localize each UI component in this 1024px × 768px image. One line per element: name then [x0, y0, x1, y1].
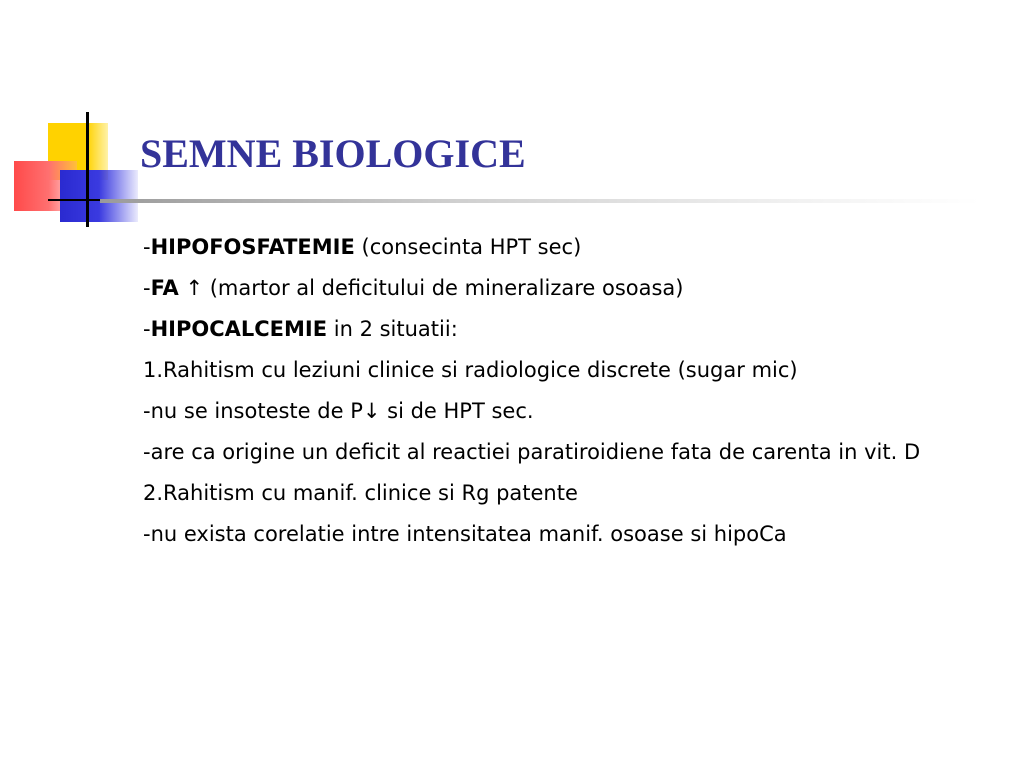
- bullet-text: in 2 situatii:: [327, 317, 458, 341]
- bullet-hipocalcemie: [143, 314, 1003, 344]
- bullet-prefix: -: [143, 276, 151, 300]
- bullet-fa: [143, 273, 1003, 303]
- bullet-prefix: -: [143, 317, 151, 341]
- vertical-line: [86, 112, 89, 227]
- slide-body: [143, 232, 1003, 560]
- decorative-logo: [0, 0, 200, 240]
- bullet-hipofosfatemie: [143, 232, 1003, 262]
- bullet-text: (consecinta HPT sec): [354, 235, 582, 259]
- bullet-term: HIPOFOSFATEMIE: [150, 235, 355, 259]
- bullet-text: ↑ (martor al deficitului de mineralizare osoasa): [178, 276, 684, 300]
- title-rule: [100, 199, 980, 203]
- text-line: -are ca origine un deficit al reactiei paratiroidiene fata de carenta in vit. D: [143, 440, 921, 464]
- text-line: 2.Rahitism cu manif. clinice si Rg patente: [143, 481, 578, 505]
- text-line: -nu se insoteste de P↓ si de HPT sec.: [143, 399, 534, 423]
- horizontal-line: [48, 199, 103, 201]
- text-line: 1.Rahitism cu leziuni clinice si radiologice discrete (sugar mic): [143, 358, 798, 382]
- blue-square: [60, 170, 138, 222]
- text-line: -nu exista corelatie intre intensitatea manif. osoase si hipoCa: [143, 522, 787, 546]
- bullet-term: HIPOCALCEMIE: [150, 317, 328, 341]
- slide-title: SEMNE BIOLOGICE: [140, 131, 526, 176]
- bullet-prefix: -: [143, 235, 151, 259]
- bullet-term: FA: [150, 276, 179, 300]
